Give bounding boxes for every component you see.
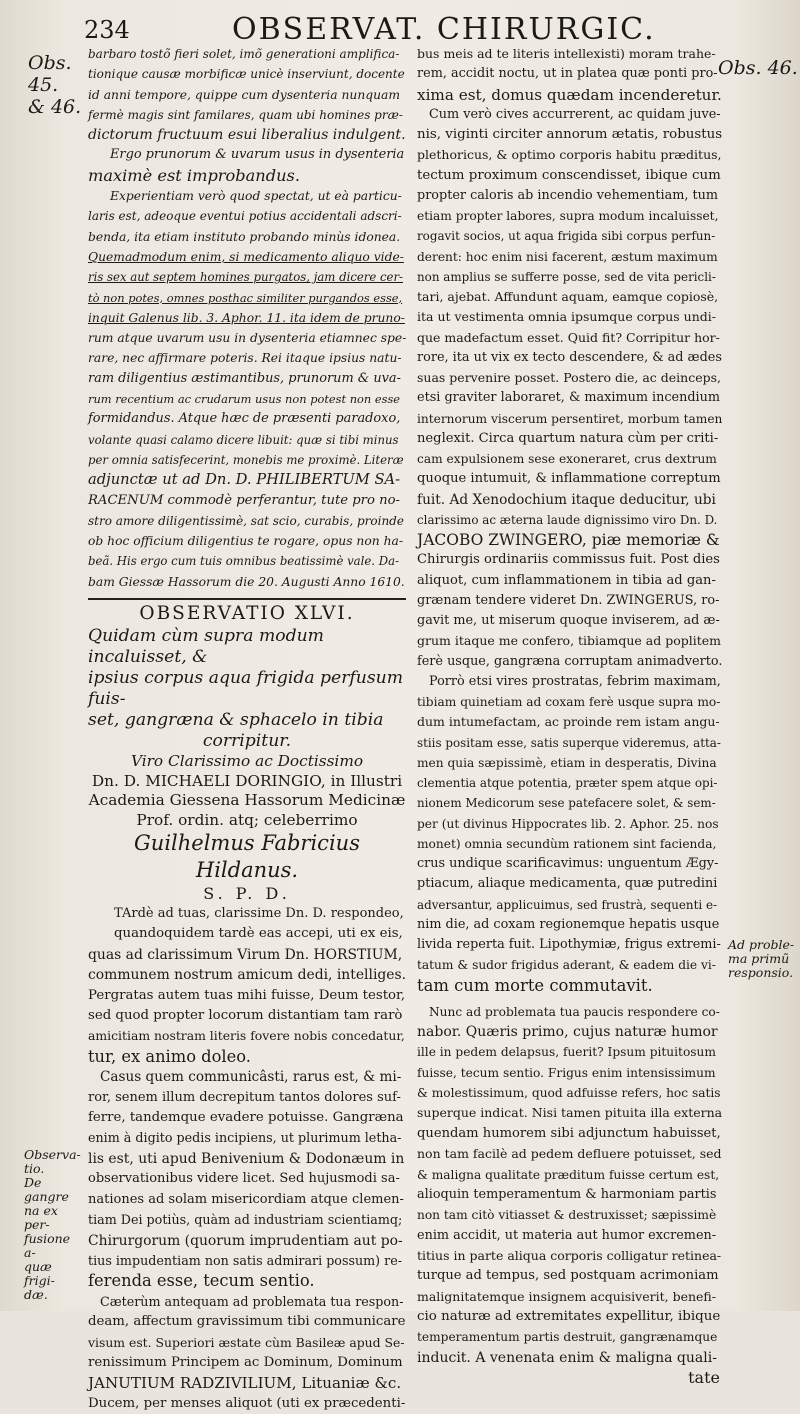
- text-line: neglexit. Circa quartum natura cùm per criti-: [417, 430, 719, 446]
- text-line: nis, viginti circiter annorum ætatis, robustus: [417, 127, 723, 142]
- text-line: deam, affectum gravissimum tibi communicare: [88, 1314, 406, 1330]
- margin-line: De gangre: [24, 1175, 69, 1204]
- running-title: OBSERVAT. CHIRURGIC.: [232, 12, 656, 47]
- letter-body-left: [88, 904, 406, 1414]
- margin-note-obs-45-46: [28, 52, 88, 118]
- text-line: rore, ita ut vix ex tecto descendere, & ad ædes: [417, 349, 722, 365]
- text-line: adversantur, applicuimus, sed frustrà, sequenti e-: [417, 897, 717, 912]
- text-line: etiam propter labores, supra modum incaluisset,: [417, 209, 719, 223]
- text-line: nationes ad solam misericordiam atque clemen-: [88, 1191, 404, 1207]
- text-line: rum recentium ac crudarum usus non potest non esse: [88, 392, 401, 407]
- margin-note-obs-46: Obs. 46.: [718, 57, 798, 79]
- text-line: nabor. Quæris primo, cujus naturæ humor: [417, 1024, 718, 1041]
- text-line: Nunc ad problemata tua paucis respondere co-: [429, 1004, 720, 1019]
- text-line: superque indicat. Nisi tamen pituita illa externa: [417, 1105, 723, 1121]
- summary-line: set, gangræna & sphacelo in tibia: [88, 710, 384, 731]
- text-line: grum itaque me confero, tibiamque ad poplitem: [417, 633, 721, 649]
- margin-line: responsio.: [728, 965, 794, 980]
- text-line: ille in pedem delapsus, fuerit? Ipsum pituitosum: [417, 1045, 716, 1060]
- text-line: stro amore diligentissimè, sat scio, curabis, proinde: [88, 513, 404, 528]
- text-line: aliquot, cum inflammationem in tibia ad gan-: [417, 572, 716, 588]
- text-line: ptiacum, aliaque medicamenta, quæ putredini: [417, 876, 718, 892]
- text-line: quas ad clarissimum Virum Dn. HORSTIUM,: [88, 946, 403, 963]
- text-line: suas pervenire posset. Postero die, ac deinceps,: [417, 370, 722, 385]
- text-line: communem nostrum amicum dedi, intelliges.: [88, 967, 407, 984]
- margin-line: na ex per-: [24, 1203, 58, 1232]
- text-line: maximè est improbandus.: [88, 165, 300, 185]
- observation-summary: [88, 626, 406, 752]
- text-line: fuit. Ad Xenodochium itaque deducitur, ubi: [417, 491, 716, 508]
- page-number: 234: [84, 16, 130, 44]
- text-line: renissimum Principem ac Dominum, Dominum: [88, 1354, 403, 1370]
- text-line: RACENUM commodè perferantur, tute pro no-: [88, 492, 401, 508]
- text-line: tius impudentiam non satis admirari possum) re-: [88, 1252, 403, 1268]
- text-line: per (ut divinus Hippocrates lib. 2. Aphor. 25. nos: [417, 816, 719, 831]
- text-line: ram diligentius æstimantibus, prunorum & uva-: [88, 370, 401, 386]
- text-line: Ergo prunorum & uvarum usus in dysenteria: [110, 147, 405, 163]
- text-line: rum atque uvarum usu in dysenteria etiamnec spe-: [88, 331, 407, 346]
- text-line: tiam Dei potiùs, quàm ad industriam scientiamq;: [88, 1212, 403, 1228]
- salutation: S. P. D.: [203, 884, 291, 904]
- text-line: Pergratas autem tuas mihi fuisse, Deum testor,: [88, 987, 406, 1003]
- margin-line: Obs. 45.: [28, 52, 72, 96]
- text-line: lis est, uti apud Benivenium & Dodonæum in: [88, 1150, 405, 1167]
- text-line: ferè usque, gangræna corruptam animadverto.: [417, 653, 723, 669]
- text-line: non tam citò vitiasset & destruxisset; sæpissimè: [417, 1208, 717, 1223]
- margin-line: tio.: [24, 1161, 45, 1176]
- narrative-case: [417, 44, 722, 996]
- margin-line: Observa-: [24, 1147, 81, 1162]
- text-line: enim à digito pedis incipiens, ut plurimum letha-: [88, 1130, 402, 1146]
- text-line: bus meis ad te literis intellexisti) moram trahe-: [417, 46, 716, 61]
- text-line: tectum proximum conscendisset, ibique cum: [417, 167, 721, 183]
- summary-line: corripitur.: [202, 731, 292, 752]
- text-line: temperamentum partis destruit, gangrænamque: [417, 1330, 718, 1345]
- text-line: tur, ex animo doleo.: [88, 1046, 251, 1066]
- dedication: [88, 752, 406, 830]
- text-line: JANUTIUM RADZIVILIUM, Lituaniæ &c.: [88, 1374, 402, 1393]
- text-line: Ducem, per menses aliquot (uti ex præcedenti-: [88, 1395, 406, 1411]
- text-line: etsi graviter laboraret, & maximum incendium: [417, 390, 721, 406]
- text-line: Chirurgis ordinariis commissus fuit. Post dies: [417, 552, 720, 568]
- text-line: turque ad tempus, sed postquam acrimoniam: [417, 1268, 719, 1284]
- text-line: Quemadmodum enim, si medicamento aliquo vide-: [88, 249, 404, 264]
- page-header: [0, 12, 800, 46]
- summary-line: ipsius corpus aqua frigida perfusum fuis-: [88, 668, 404, 710]
- text-line: visum est. Superiori æstate cùm Basileæ apud Se-: [88, 1334, 405, 1350]
- summary-line: Quidam cùm supra modum incaluisset, &: [88, 626, 324, 668]
- text-line: Casus quem communicâsti, rarus est, & mi-: [100, 1069, 402, 1086]
- text-line: ob hoc officium diligentius te rogare, opus non ha-: [88, 534, 403, 549]
- text-line: gavit me, ut miserum quoque inviserem, ad æ-: [417, 613, 720, 628]
- text-line: volante quasi calamo dicere libuit: quæ si tibi minus: [88, 432, 399, 447]
- margin-note-observatio: [24, 1148, 82, 1302]
- dedication-line: Academia Giessena Hassorum Medicinæ: [88, 791, 406, 810]
- text-line: monet) omnia secundùm rationem sint facienda,: [417, 836, 717, 851]
- margin-line: quæ frigi-: [24, 1259, 55, 1288]
- text-line: & molestissimum, quod adfuisse refers, hoc satis: [417, 1086, 721, 1101]
- text-line: observationibus videre licet. Sed hujusmodi sa-: [88, 1171, 400, 1187]
- text-line: clementia atque potentia, præter spem atque opi-: [417, 776, 718, 790]
- text-line: alioquin temperamentum & harmoniam partis: [417, 1186, 717, 1202]
- text-line: tò non potes, omnes posthac similiter purgandos esse,: [88, 290, 403, 305]
- text-line: nionem Medicorum sese patefacere solet, & sem-: [417, 796, 716, 811]
- dedication-line: Prof. ordin. atq; celeberrimo: [136, 810, 358, 829]
- dedication-line: Dn. D. MICHAELI DORINGIO, in Illustri: [91, 771, 403, 790]
- text-line: per omnia satisfecerint, monebis me proximè. Literæ: [88, 452, 404, 467]
- text-line: clarissimo ac æterna laude dignissimo viro Dn. D.: [417, 512, 718, 527]
- text-line: cio naturæ ad extremitates expellitur, ibique: [417, 1308, 721, 1324]
- responses-to-problems: [417, 1002, 722, 1368]
- text-line: quendam humorem sibi adjunctum habuisset,: [417, 1125, 721, 1141]
- dedication-line: Viro Clarissimo ac Doctissimo: [130, 752, 364, 771]
- text-line: men quia sæpissimè, etiam in desperatis, Divina: [417, 755, 717, 770]
- text-line: rem, accidit noctu, ut in platea quæ ponti pro-: [417, 66, 718, 82]
- text-line: inquit Galenus lib. 3. Aphor. 11. ita idem de pruno-: [88, 310, 405, 325]
- text-line: tari, ajebat. Affundunt aquam, eamque copiosè,: [417, 289, 719, 304]
- text-line: ris sex aut septem homines purgatos, jam dicere cer-: [88, 270, 404, 285]
- text-line: inducit. A venenata enim & maligna quali-: [417, 1349, 717, 1366]
- text-line: Chirurgorum (quorum imprudentiam aut po-: [88, 1232, 403, 1249]
- text-line: tibiam quinetiam ad coxam ferè usque supra mo-: [417, 695, 721, 709]
- observation-title: OBSERVATIO XLVI.: [139, 603, 355, 625]
- margin-line: & 46.: [28, 96, 82, 118]
- left-column: [88, 44, 406, 1414]
- right-column: [417, 44, 722, 1387]
- text-line: enim accidit, ut materia aut humor excremen-: [417, 1227, 717, 1243]
- margin-line: ma primũ: [728, 951, 790, 966]
- text-line: quandoquidem tardè eas accepi, uti ex eis,: [114, 926, 403, 942]
- text-line: TArdè ad tuas, clarissime Dn. D. respondeo,: [114, 906, 404, 922]
- catchword: tate: [688, 1367, 720, 1387]
- text-line: benda, ita etiam instituto probando minùs idonea.: [88, 229, 401, 244]
- text-line: ita ut vestimenta omnia ipsumque corpus undi-: [417, 309, 716, 325]
- text-line: livida reperta fuit. Lipothymiæ, frigus extremi-: [417, 937, 721, 952]
- text-line: & maligna qualitate præditum fuisse certum est,: [417, 1167, 720, 1182]
- text-line: non amplius se sufferre posse, sed de vita pericli-: [417, 269, 716, 284]
- text-line: internorum viscerum persentiret, morbum tamen: [417, 411, 723, 426]
- text-line: dictorum fructuum esui liberalius indulgent.: [88, 127, 406, 144]
- margin-line: dæ.: [24, 1287, 48, 1302]
- observation-45-ending: [88, 44, 406, 592]
- text-line: Cæterùm antequam ad problemata tua respon-: [100, 1293, 404, 1309]
- text-line: dum intumefactam, ac proinde rem istam angu-: [417, 714, 720, 730]
- text-line: non tam facilè ad pedem defluere potuisset, sed: [417, 1146, 722, 1162]
- text-line: ror, senem illum decrepitum tantos dolores suf-: [88, 1089, 401, 1105]
- text-line: tionique causæ morbificæ unicè inserviunt, docente: [88, 67, 405, 82]
- text-line: Porrò etsi vires prostratas, febrim maximam,: [429, 673, 721, 689]
- text-line: amicitiam nostram literis fovere nobis concedatur,: [88, 1028, 405, 1044]
- text-line: cam expulsionem sese exoneraret, crus dextrum: [417, 452, 717, 466]
- text-line: ferenda esse, tecum sentio.: [88, 1271, 315, 1291]
- text-line: rare, nec affirmare poteris. Rei itaque ipsius natu-: [88, 351, 402, 366]
- text-line: JACOBO ZWINGERO, piæ memoriæ &: [417, 531, 720, 549]
- text-line: ferre, tandemque evadere potuisse. Gangræna: [88, 1110, 404, 1126]
- text-line: barbaro tostõ fieri solet, imõ generationi amplifica-: [88, 47, 400, 61]
- text-line: malignitatemque insignem acquisiverit, benefi-: [417, 1288, 716, 1304]
- text-line: rogavit socios, ut aqua frigida sibi corpus perfun-: [417, 229, 716, 244]
- text-line: tam cum morte commutavit.: [417, 975, 653, 995]
- text-line: propter caloris ab incendio vehementiam, tum: [417, 187, 719, 203]
- text-line: formidandus. Atque hæc de præsenti paradoxo,: [88, 411, 401, 427]
- section-rule: [88, 598, 406, 600]
- text-line: tatum & sudor frigidus aderant, & eadem die vi-: [417, 958, 716, 973]
- text-line: stiis positam esse, satis superque videremus, atta-: [417, 735, 721, 750]
- margin-line: fusione a-: [24, 1231, 71, 1260]
- text-line: quoque intumuit, & inflammatione correptum: [417, 471, 721, 487]
- text-line: crus undique scarificavimus: unguentum Ægy-: [417, 856, 719, 871]
- margin-line: Ad proble-: [728, 937, 795, 952]
- text-line: nim die, ad coxam regionemque hepatis usque: [417, 916, 720, 932]
- margin-note-ad-problema: [728, 938, 798, 980]
- text-line: laris est, adeoque eventui potius accidentali adscri-: [88, 209, 402, 224]
- text-line: Experientiam verò quod spectat, ut eà particu-: [110, 189, 402, 204]
- text-line: Cum verò cives accurrerent, ac quidam juve-: [429, 106, 721, 122]
- text-line: fuisse, tecum sentio. Frigus enim intensissimum: [417, 1065, 716, 1080]
- author-name: Guilhelmus Fabricius Hildanus.: [134, 831, 360, 883]
- text-line: adjunctæ ut ad Dn. D. PHILIBERTUM SA-: [88, 471, 401, 489]
- text-line: que madefactum esset. Quid fit? Corripitur hor-: [417, 329, 720, 345]
- text-line: id anni tempore, quippe cum dysenteria nunquam: [88, 87, 401, 102]
- text-line: derent: hoc enim nisi facerent, æstum maximum: [417, 249, 718, 264]
- text-line: bam Giessæ Hassorum die 20. Augusti Anno 1610.: [88, 574, 405, 589]
- text-line: beã. His ergo cum tuis omnibus beatissimè vale. Da-: [88, 554, 400, 569]
- text-line: plethoricus, & optimo corporis habitu præditus,: [417, 147, 722, 163]
- text-line: fermè magis sint familares, quam ubi homines præ-: [88, 107, 403, 122]
- text-line: xima est, domus quædam incenderetur.: [417, 85, 722, 104]
- text-line: sed quod propter locorum distantiam tam rarò: [88, 1008, 403, 1024]
- text-line: titius in parte aliqua corporis colligatur retinea-: [417, 1247, 722, 1263]
- text-line: grænam tendere videret Dn. ZWINGERUS, ro-: [417, 592, 720, 608]
